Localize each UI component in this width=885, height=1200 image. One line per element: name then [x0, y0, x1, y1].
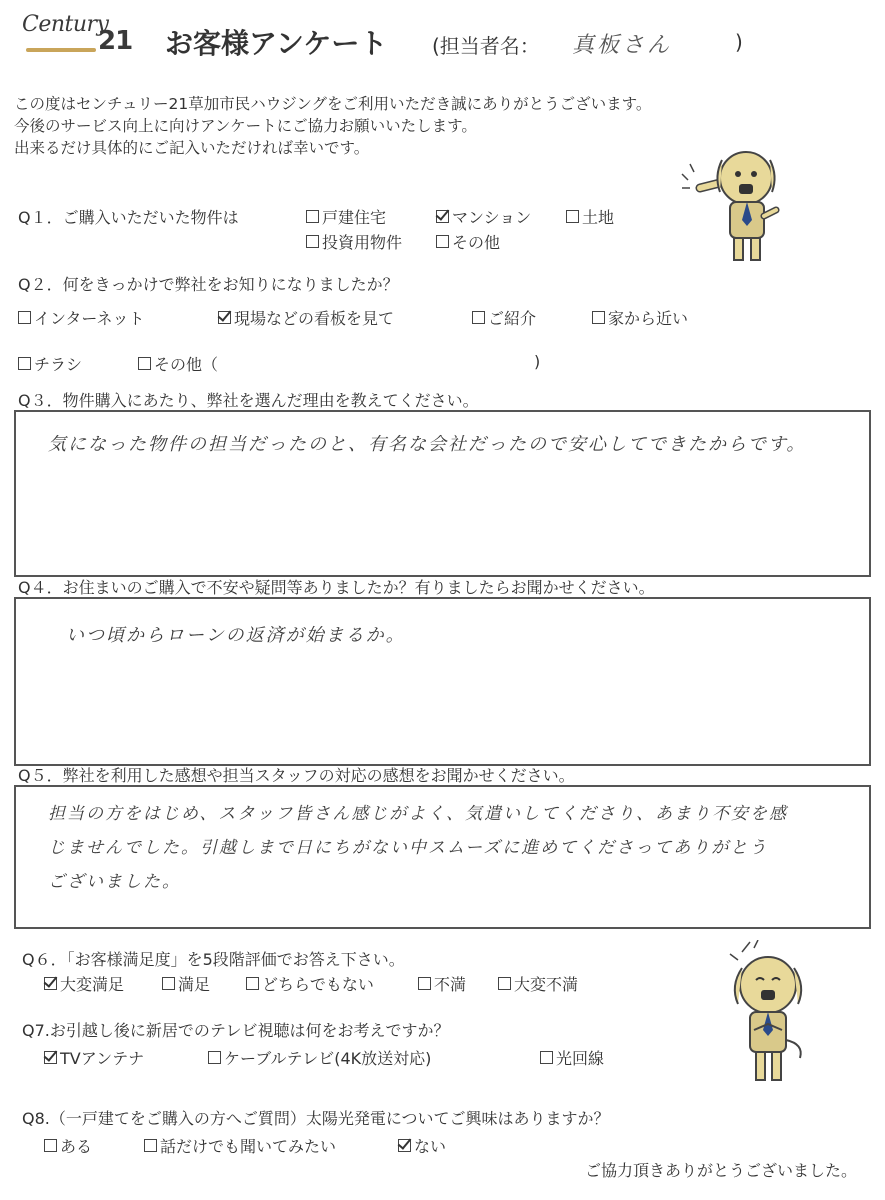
- q2-option-signboard[interactable]: 現場などの看板を見て: [218, 306, 394, 329]
- q1-option-mansion[interactable]: マンション: [436, 205, 531, 228]
- q7-label: Q7.お引越し後に新居でのテレビ視聴は何をお考えですか？: [22, 1021, 450, 1040]
- q6-option-dissatisfied[interactable]: 不満: [418, 972, 466, 995]
- mascot-dog-thinking-icon: [720, 940, 820, 1085]
- q3-answer-text: 気になった物件の担当だったのと、有名な会社だったので安心してできたからです。: [48, 434, 807, 455]
- q2-option-referral[interactable]: ご紹介: [472, 306, 536, 329]
- checkbox[interactable]: [498, 977, 511, 990]
- q4-label: Q４．お住まいのご購入で不安や疑問等ありましたか？有りましたらお聞かせください。: [18, 578, 655, 597]
- checkbox[interactable]: [436, 235, 449, 248]
- checkbox[interactable]: [418, 977, 431, 990]
- q2-option-flyer[interactable]: チラシ: [18, 352, 82, 375]
- q4-answer-box[interactable]: [14, 597, 871, 766]
- checkbox[interactable]: [472, 311, 485, 324]
- q8-option-no[interactable]: ない: [398, 1134, 446, 1157]
- q5-label: Q５．弊社を利用した感想や担当スタッフの対応の感想をお聞かせください。: [18, 766, 575, 785]
- q1-option-other[interactable]: その他: [436, 230, 500, 253]
- checkbox[interactable]: [566, 210, 579, 223]
- q8-option-yes[interactable]: ある: [44, 1134, 92, 1157]
- q7-option-cable-tv[interactable]: ケーブルテレビ(4K放送対応): [208, 1046, 431, 1069]
- q3-answer-box[interactable]: [14, 410, 871, 577]
- q2-option-other[interactable]: その他（: [138, 352, 218, 375]
- checkbox[interactable]: [44, 1139, 57, 1152]
- checkbox-checked[interactable]: [398, 1139, 411, 1152]
- checkbox[interactable]: [18, 311, 31, 324]
- logo-word: Century: [22, 12, 109, 37]
- q5-answer-line-3: ございました。: [48, 872, 181, 892]
- q7-option-tv-antenna[interactable]: TVアンテナ: [44, 1046, 144, 1069]
- checkbox[interactable]: [18, 357, 31, 370]
- q2-other-close: ): [534, 352, 541, 371]
- checkbox-checked[interactable]: [44, 977, 57, 990]
- q4-answer-text: いつ頃からローンの返済が始まるか。: [66, 625, 406, 646]
- q8-label: Q8.（一戸建てをご購入の方へご質問）太陽光発電についてご興味はありますか？: [22, 1109, 610, 1128]
- staff-label: (担当者名：: [432, 34, 540, 58]
- checkbox-checked[interactable]: [44, 1051, 57, 1064]
- thank-you-note: ご協力頂きありがとうございました。: [584, 1161, 857, 1180]
- q6-option-satisfied[interactable]: 満足: [162, 972, 210, 995]
- q5-answer-line-2: じませんでした。引越しまで日にちがない中スムーズに進めてくださってありがとう: [48, 838, 769, 858]
- staff-name-handwritten: 真板さん: [572, 33, 673, 58]
- q6-label: Q６．「お客様満足度」を5段階評価でお答え下さい。: [22, 950, 405, 969]
- logo-swoosh: [26, 48, 96, 52]
- q7-option-fiber[interactable]: 光回線: [540, 1046, 604, 1069]
- intro-line-3: 出来るだけ具体的にご記入いただければ幸いです。: [14, 139, 370, 157]
- q1-label: Q１．ご購入いただいた物件は: [18, 208, 239, 227]
- q2-option-internet[interactable]: インターネット: [18, 306, 145, 329]
- q1-option-land[interactable]: 土地: [566, 205, 614, 228]
- checkbox[interactable]: [306, 235, 319, 248]
- q2-label: Q２．何をきっかけで弊社をお知りになりましたか？: [18, 275, 399, 294]
- q1-option-house[interactable]: 戸建住宅: [306, 205, 386, 228]
- q6-option-neutral[interactable]: どちらでもない: [246, 972, 374, 995]
- checkbox[interactable]: [306, 210, 319, 223]
- q1-option-investment[interactable]: 投資用物件: [306, 230, 402, 253]
- logo-number: 21: [98, 26, 133, 56]
- q6-option-very-dissatisfied[interactable]: 大変不満: [498, 972, 578, 995]
- checkbox[interactable]: [144, 1139, 157, 1152]
- staff-close-paren: ): [735, 30, 743, 54]
- q6-option-very-satisfied[interactable]: 大変満足: [44, 972, 124, 995]
- mascot-dog-pointing-icon: [680, 140, 790, 265]
- checkbox[interactable]: [592, 311, 605, 324]
- century21-logo: [22, 10, 132, 60]
- q5-answer-box[interactable]: [14, 785, 871, 929]
- intro-line-2: 今後のサービス向上に向けアンケートにご協力お願いいたします。: [14, 117, 477, 135]
- checkbox-checked[interactable]: [218, 311, 231, 324]
- q8-option-just-hear[interactable]: 話だけでも聞いてみたい: [144, 1134, 336, 1157]
- checkbox[interactable]: [540, 1051, 553, 1064]
- checkbox[interactable]: [208, 1051, 221, 1064]
- checkbox-checked[interactable]: [436, 210, 449, 223]
- checkbox[interactable]: [162, 977, 175, 990]
- q5-answer-line-1: 担当の方をはじめ、スタッフ皆さん感じがよく、気遣いしてくださり、あまり不安を感: [48, 804, 788, 824]
- intro-line-1: この度はセンチュリー21草加市民ハウジングをご利用いただき誠にありがとうございます。: [14, 95, 652, 113]
- q3-label: Q３．物件購入にあたり、弊社を選んだ理由を教えてください。: [18, 391, 479, 410]
- q2-option-near-home[interactable]: 家から近い: [592, 306, 688, 329]
- survey-title: お客様アンケート: [165, 27, 388, 60]
- checkbox[interactable]: [246, 977, 259, 990]
- checkbox[interactable]: [138, 357, 151, 370]
